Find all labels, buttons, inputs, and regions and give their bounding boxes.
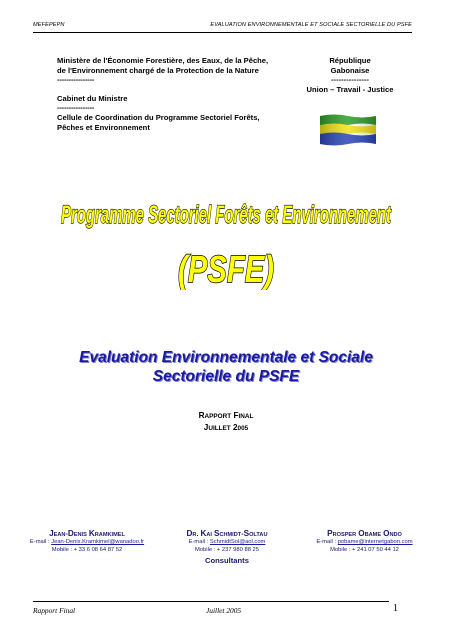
running-header-right: EVALUATION ENVIRONNEMENTALE ET SOCIALE SECTORIELLE DU PSFE — [210, 22, 412, 28]
page-number: 1 — [393, 603, 398, 614]
report-line-1: RAPPORT FINAL — [198, 411, 254, 420]
republic-line-1: République — [329, 56, 371, 65]
author-1 — [22, 530, 152, 554]
cellule-line-2: Pêches et Environnement — [57, 122, 150, 132]
report-line-2: JUILLET 2005 — [203, 423, 249, 432]
republic-divider: --------------- — [331, 75, 369, 85]
cellule-line-1: Cellule de Coordination du Programme Sectoriel Forêts, — [57, 112, 260, 122]
footer-left: Rapport Final — [33, 606, 76, 615]
running-header-left: MEFEPEPN — [33, 22, 65, 28]
ministry-divider-2: ---------------- — [57, 103, 95, 113]
program-title-line-1: Programme Sectoriel Forêts et Environnement — [61, 201, 392, 229]
author-3 — [297, 530, 432, 554]
author-name: DR. KAI SCHMIDT-SOLTAU — [186, 529, 268, 538]
ministry-block — [57, 56, 307, 132]
republic-line-2: Gabonaise — [330, 65, 370, 75]
author-email-link[interactable]: Jean-Denis.Kramkimel@wanadoo.fr — [51, 539, 145, 546]
cabinet-label: Cabinet du Ministre — [57, 93, 128, 103]
email-label: E-mail : — [188, 539, 209, 546]
author-2 — [162, 530, 292, 554]
republic-block — [300, 56, 400, 94]
evaluation-title — [40, 348, 412, 386]
program-title-line-2: (PSFE) — [178, 249, 274, 290]
author-email-link[interactable]: SchmidtSol@aol.com — [209, 539, 266, 546]
gabon-flag-icon — [319, 113, 377, 147]
program-title — [20, 190, 432, 290]
email-label: E-mail : — [316, 539, 337, 546]
author-name: JEAN-DENIS KRAMKIMEL — [49, 529, 125, 538]
ministry-divider-1: ---------------- — [57, 75, 95, 85]
program-title-art — [20, 190, 432, 290]
footer-center: Juillet 2005 — [206, 606, 242, 615]
email-label: E-mail : — [29, 539, 50, 546]
author-name: PROSPER OBAME ONDO — [327, 529, 402, 538]
republic-motto: Union – Travail - Justice — [306, 84, 394, 94]
ministry-line-1: Ministère de l'Économie Forestière, des Eaux, de la Pêche, — [57, 56, 269, 65]
evaluation-title-line-2: Sectorielle du PSFE — [152, 368, 300, 385]
evaluation-title-line-1: Evaluation Environnementale et Sociale — [79, 349, 373, 366]
report-label — [150, 410, 302, 434]
consultants-label: Consultants — [205, 556, 249, 565]
author-mobile: Mobile : + 241 07 50 44 12 — [330, 546, 399, 553]
header-rule — [33, 32, 412, 33]
footer-rule — [33, 601, 389, 602]
author-mobile: Mobile : + 33 6 08 64 87 52 — [51, 546, 123, 553]
ministry-line-2: de l'Environnement chargé de la Protection de la Nature — [57, 65, 259, 75]
author-mobile: Mobile : + 237 980 88 25 — [195, 546, 259, 553]
author-email-link[interactable]: pobame@internetgabon.com — [337, 539, 413, 546]
